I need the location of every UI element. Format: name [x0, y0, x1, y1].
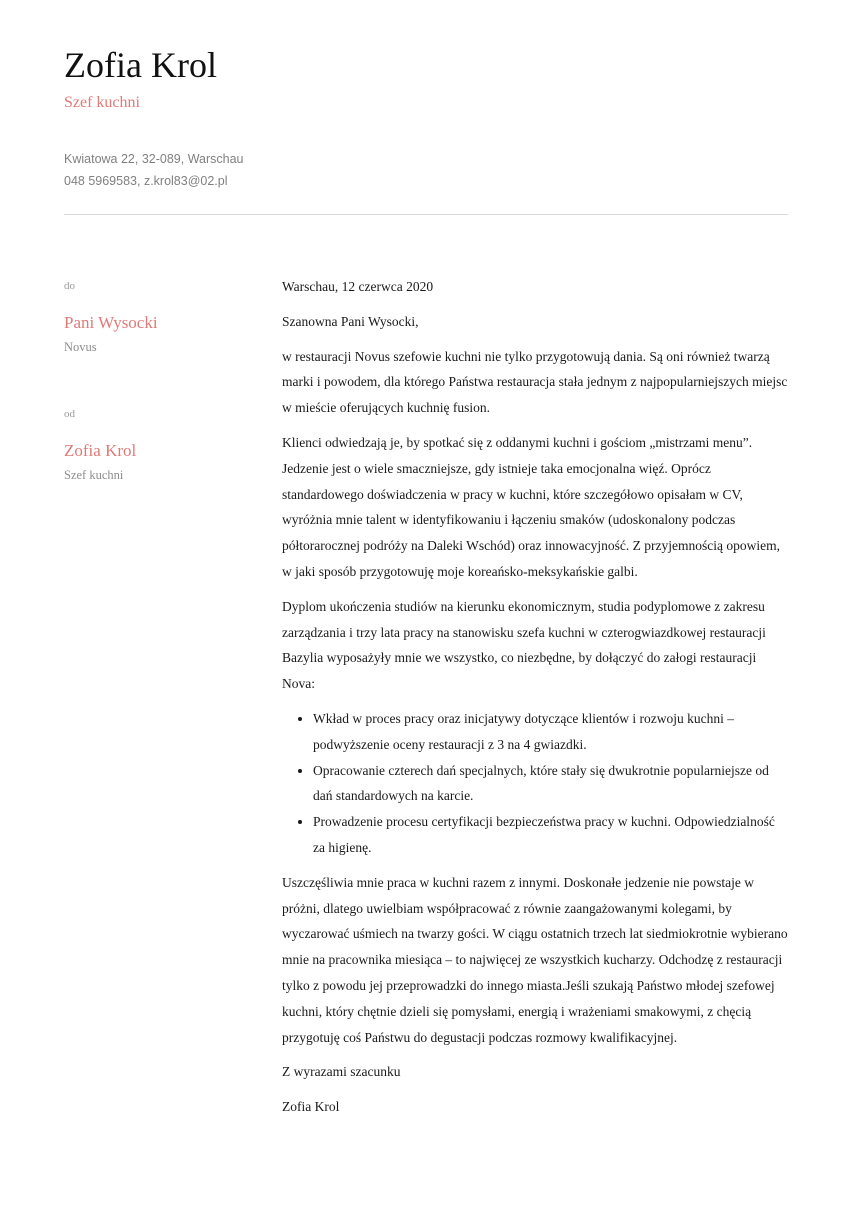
- sender-label: od: [64, 408, 75, 420]
- letter-date: Warschau, 12 czerwca 2020: [282, 279, 434, 294]
- sender-role: Szef kuchni: [64, 94, 140, 111]
- letter-paragraph: w restauracji Novus szefowie kuchni nie tylko przygotowują dania. Są oni również twarzą marki i powodem, dla którego Państwa restauracja stała jednym z najpopularniejszych miejsc w mieście oferujących kuchnię fusion.: [282, 348, 788, 416]
- letter-header: [64, 42, 788, 192]
- header-divider: [64, 214, 788, 215]
- achievements-list: [282, 706, 790, 861]
- letter-paragraph: Klienci odwiedzają je, by spotkać się z oddanymi kuchni i gościom „mistrzami menu”. Jedzenie jest o wiele smaczniejsze, gdy istnieje taka emocjonalna więź. Oprócz standardowego doświadczenia w pracy w kuchni, które szczegółowo opisałam w CV, wyróżnia mnie talent w identyfikowaniu i łączeniu smaków (udoskonalony podczas półtorarocznej podróży na Daleki Wschód) oraz innowacyjność. Z przyjemnością opowiem, w jaki sposób przygotowuję moje koreańsko-meksykańskie galbi.: [282, 434, 780, 579]
- sender-side-role: Szef kuchni: [64, 468, 124, 482]
- letter-body: [282, 274, 790, 1129]
- list-item: • Wkład w proces pracy oraz inicjatywy dotyczące klientów i rozwoju kuchni – podwyższenie oceny restauracji z 3 na 4 gwiazdki.: [313, 706, 790, 758]
- letter-paragraph: Uszczęśliwia mnie praca w kuchni razem z innymi. Doskonałe jedzenie nie powstaje w próżni, dlatego uwielbiam współpracować z równie zaangażowanymi kolegami, by wyczarować uśmiech na twarzy gości. W ciągu ostatnich trzech lat siedmiokrotnie wybierano mnie na pracownika miesiąca – to najwięcej ze wszystkich kucharzy. Odchodzę z restauracji tylko z powodu jej przeprowadzki do innego miasta.Jeśli szukają Państwo młodej szefowej kuchni, który chętnie dzieli się pomysłami, energią i wrażeniami smakowymi, z chęcią przygotuję coś Państwu do degustacji podczas rozmowy kwalifikacyjnej.: [282, 874, 788, 1045]
- sidebar: [64, 278, 254, 484]
- letter-paragraph: Dyplom ukończenia studiów na kierunku ekonomicznym, studia podyplomowe z zakresu zarządzania i trzy lata pracy na stanowisku szefa kuchni w czterogwiazdkowej restauracji Bazylia wyposażyły mnie we wszystko, co niezbędne, by dołączyć do załogi restauracji Nova:: [282, 598, 766, 692]
- list-item: • Prowadzenie procesu certyfikacji bezpieczeństwa pracy w kuchni. Odpowiedzialność za higienę.: [313, 809, 790, 861]
- letter-salutation: Szanowna Pani Wysocki,: [282, 313, 419, 329]
- sender-contact-block: [64, 148, 788, 192]
- recipient-block: [64, 278, 254, 356]
- recipient-name: Pani Wysocki: [64, 313, 158, 332]
- sender-address: Kwiatowa 22, 32-089, Warschau: [64, 152, 244, 166]
- letter-signature: Zofia Krol: [282, 1099, 340, 1115]
- recipient-company: Novus: [64, 340, 97, 354]
- sender-block: [64, 406, 254, 484]
- sender-side-name: Zofia Krol: [64, 441, 137, 460]
- recipient-label: do: [64, 280, 75, 292]
- letter-regards: Z wyrazami szacunku: [282, 1064, 401, 1080]
- sender-name: Zofia Krol: [64, 45, 217, 85]
- sender-phone-email: 048 5969583, z.krol83@02.pl: [64, 174, 228, 188]
- list-item: • Opracowanie czterech dań specjalnych, które stały się dwukrotnie popularniejsze od dań standardowych na karcie.: [313, 758, 790, 810]
